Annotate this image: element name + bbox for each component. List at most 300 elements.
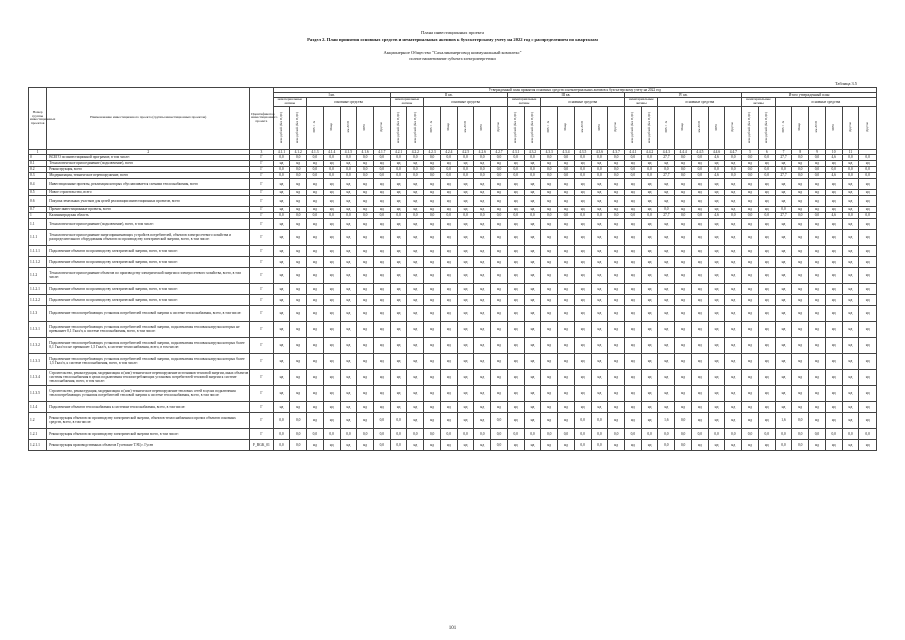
row-code: 1 bbox=[29, 212, 47, 218]
row-value: нд bbox=[440, 369, 457, 385]
row-value: нд bbox=[507, 369, 524, 385]
row-value: нд bbox=[809, 218, 826, 229]
table-row bbox=[29, 294, 877, 305]
row-value: нд bbox=[558, 245, 575, 256]
row-value: нд bbox=[775, 283, 792, 294]
row-value: 0,0 bbox=[440, 172, 457, 178]
row-value: нд bbox=[307, 206, 324, 212]
row-value: 0,0 bbox=[591, 428, 608, 439]
row-value: нд bbox=[424, 439, 441, 450]
row-identifier: Г bbox=[250, 229, 273, 245]
row-value: 0,0 bbox=[574, 166, 591, 172]
table-row bbox=[29, 178, 877, 189]
row-value: нд bbox=[574, 256, 591, 267]
row-value: нд bbox=[323, 321, 340, 337]
row-value: нд bbox=[290, 337, 307, 353]
row-value: нд bbox=[374, 256, 391, 267]
row-value: нд bbox=[524, 353, 541, 369]
row-value: 0,0 bbox=[524, 166, 541, 172]
row-value: нд bbox=[541, 353, 558, 369]
row-value: 0,0 bbox=[825, 166, 842, 172]
header-fixed-assets: основные средства bbox=[775, 98, 876, 107]
row-value: 0,0 bbox=[675, 172, 692, 178]
row-value: нд bbox=[558, 305, 575, 321]
row-code: 0.3 bbox=[29, 172, 47, 178]
row-value: 0,0 bbox=[658, 166, 675, 172]
row-value: нд bbox=[374, 195, 391, 206]
row-value: нд bbox=[474, 369, 491, 385]
row-value: нд bbox=[825, 178, 842, 189]
row-name: Подключение объектов теплоснабжения к системам теплоснабжения, всего, в том числе: bbox=[47, 401, 250, 412]
header-unit bbox=[491, 106, 508, 149]
row-name: Реконструкция производственных объектов Гусевские ТЭЦ г. Гусев bbox=[47, 439, 250, 450]
row-value: нд bbox=[859, 218, 877, 229]
row-value: 0,0 bbox=[725, 212, 742, 218]
row-value: нд bbox=[507, 283, 524, 294]
row-value: нд bbox=[307, 195, 324, 206]
row-value: нд bbox=[742, 412, 759, 428]
row-value: нд bbox=[474, 245, 491, 256]
column-number: 4.3.5 bbox=[574, 149, 591, 154]
row-name: Подключение объектов по производству электрической энергии, всего, в том числе: bbox=[47, 294, 250, 305]
row-value: нд bbox=[691, 160, 708, 166]
row-value: нд bbox=[390, 337, 407, 353]
row-value: нд bbox=[758, 305, 775, 321]
row-name: ВСЕГО по инвестиционной программе, в том числе: bbox=[47, 154, 250, 160]
row-value: нд bbox=[307, 353, 324, 369]
row-value: нд bbox=[825, 439, 842, 450]
row-value: нд bbox=[357, 369, 374, 385]
table-row bbox=[29, 353, 877, 369]
row-value: 4,6 bbox=[825, 154, 842, 160]
row-value: нд bbox=[558, 412, 575, 428]
row-value: нд bbox=[641, 218, 658, 229]
row-value: нд bbox=[641, 178, 658, 189]
row-value: нд bbox=[641, 195, 658, 206]
row-value: нд bbox=[641, 337, 658, 353]
row-value: нд bbox=[708, 218, 725, 229]
row-value: нд bbox=[307, 369, 324, 385]
column-number: 7 bbox=[775, 149, 792, 154]
row-value: нд bbox=[641, 160, 658, 166]
header-unit-text: Мвар bbox=[446, 123, 450, 131]
row-value: нд bbox=[608, 283, 625, 294]
row-value: нд bbox=[725, 206, 742, 212]
row-code: 1.1.2.2 bbox=[29, 294, 47, 305]
row-value: нд bbox=[524, 439, 541, 450]
row-value: нд bbox=[340, 337, 357, 353]
row-value: нд bbox=[825, 206, 842, 212]
plan-table bbox=[28, 87, 877, 451]
row-value: нд bbox=[491, 321, 508, 337]
column-number: 4.3.2 bbox=[524, 149, 541, 154]
row-name: Подключение объектов по производству электрической энергии, всего, в том числе: bbox=[47, 245, 250, 256]
row-code: 1.1.1 bbox=[29, 229, 47, 245]
row-value: 0,0 bbox=[507, 212, 524, 218]
row-value: нд bbox=[809, 267, 826, 283]
row-value: нд bbox=[608, 369, 625, 385]
row-value: нд bbox=[708, 267, 725, 283]
row-value: нд bbox=[357, 245, 374, 256]
row-value: нд bbox=[390, 305, 407, 321]
row-value: 0,0 bbox=[758, 172, 775, 178]
row-value: нд bbox=[524, 369, 541, 385]
header-approved-plan: Утвержденный план принятия основных средств и нематериальных активов к бухгалтерскому учету на 2022 год bbox=[273, 88, 876, 93]
row-value: нд bbox=[307, 256, 324, 267]
row-value: 27,7 bbox=[658, 172, 675, 178]
row-value: нд bbox=[290, 294, 307, 305]
row-value: нд bbox=[675, 206, 692, 212]
row-name: Технологическое присоединение (подключение), всего bbox=[47, 160, 250, 166]
row-value: 0,0 bbox=[842, 172, 859, 178]
row-value: нд bbox=[374, 337, 391, 353]
table-row bbox=[29, 337, 877, 353]
row-value: нд bbox=[708, 305, 725, 321]
row-value: нд bbox=[641, 385, 658, 401]
row-value: нд bbox=[675, 369, 692, 385]
row-value: нд bbox=[708, 178, 725, 189]
row-value: нд bbox=[524, 189, 541, 195]
row-value: нд bbox=[641, 283, 658, 294]
row-value: 0,0 bbox=[608, 166, 625, 172]
row-value: 0,0 bbox=[491, 154, 508, 160]
row-value: нд bbox=[440, 245, 457, 256]
row-value: нд bbox=[842, 206, 859, 212]
row-value: нд bbox=[457, 412, 474, 428]
row-value: нд bbox=[474, 412, 491, 428]
row-value: нд bbox=[708, 206, 725, 212]
row-value: 0,0 bbox=[507, 154, 524, 160]
row-value: нд bbox=[290, 385, 307, 401]
row-value: 0,0 bbox=[691, 154, 708, 160]
row-value: нд bbox=[541, 229, 558, 245]
row-value: нд bbox=[725, 401, 742, 412]
row-value: нд bbox=[691, 189, 708, 195]
row-value: нд bbox=[608, 229, 625, 245]
row-value: нд bbox=[323, 283, 340, 294]
row-value: нд bbox=[708, 229, 725, 245]
header-unit bbox=[742, 106, 759, 149]
row-value: 0,0 bbox=[273, 439, 290, 450]
row-value: нд bbox=[742, 245, 759, 256]
row-value: нд bbox=[457, 401, 474, 412]
row-identifier: Г bbox=[250, 337, 273, 353]
row-value: 0,0 bbox=[809, 166, 826, 172]
row-value: нд bbox=[457, 385, 474, 401]
row-value: нд bbox=[357, 412, 374, 428]
row-value: нд bbox=[641, 256, 658, 267]
row-value: нд bbox=[641, 245, 658, 256]
header-unit-text: км ЛЭП bbox=[697, 121, 702, 133]
row-value: нд bbox=[792, 245, 809, 256]
row-value: нд bbox=[809, 305, 826, 321]
row-value: нд bbox=[708, 160, 725, 166]
row-value: нд bbox=[457, 256, 474, 267]
row-value: нд bbox=[374, 178, 391, 189]
row-name: Покупка земельных участков для целей реализации инвестиционных проектов, всего bbox=[47, 195, 250, 206]
row-value: нд bbox=[725, 369, 742, 385]
row-value: нд bbox=[758, 189, 775, 195]
row-value: нд bbox=[625, 256, 642, 267]
row-value: нд bbox=[541, 267, 558, 283]
row-value: нд bbox=[340, 412, 357, 428]
row-value: нд bbox=[742, 267, 759, 283]
row-value: нд bbox=[842, 353, 859, 369]
row-value: нд bbox=[625, 283, 642, 294]
row-value: 27,7 bbox=[658, 154, 675, 160]
row-value: нд bbox=[491, 283, 508, 294]
row-value: 0,0 bbox=[390, 428, 407, 439]
row-code: 1.1 bbox=[29, 218, 47, 229]
row-value: 0,0 bbox=[407, 172, 424, 178]
row-name: Подключение теплопотребляющих установок потребителей тепловой энергии, подключаемая тепловая нагрузка которых не превышает 0,1 Гкал/ч, к системе теплоснабжения, всего, в том числе: bbox=[47, 321, 250, 337]
row-value: нд bbox=[323, 353, 340, 369]
column-number: 4.3.6 bbox=[591, 149, 608, 154]
row-value: нд bbox=[407, 369, 424, 385]
row-value: нд bbox=[273, 189, 290, 195]
row-value: нд bbox=[625, 294, 642, 305]
row-value: нд bbox=[407, 229, 424, 245]
header-unit-text: МВт bbox=[362, 123, 367, 131]
row-value: 0,0 bbox=[775, 206, 792, 212]
row-value: нд bbox=[407, 283, 424, 294]
row-value: нд bbox=[742, 218, 759, 229]
row-value: нд bbox=[658, 294, 675, 305]
row-value: нд bbox=[641, 401, 658, 412]
row-value: 0,0 bbox=[474, 154, 491, 160]
row-value: нд bbox=[675, 401, 692, 412]
row-name: Строительство, реконструкция, модернизация и (или) техническое перевооружение тепловых сетей в целях подключения теплопотребляющих установок потребителей тепловой энергии к системе теплоснабжения, всего, в том числе: bbox=[47, 385, 250, 401]
row-value: нд bbox=[792, 189, 809, 195]
row-value: 0,0 bbox=[474, 212, 491, 218]
row-value: нд bbox=[574, 337, 591, 353]
header-unit bbox=[708, 106, 725, 149]
row-value: 4,6 bbox=[708, 154, 725, 160]
row-value: нд bbox=[725, 294, 742, 305]
row-value: нд bbox=[691, 353, 708, 369]
row-value: нд bbox=[541, 256, 558, 267]
row-value: 0,0 bbox=[558, 154, 575, 160]
row-value: нд bbox=[859, 245, 877, 256]
row-value: нд bbox=[708, 283, 725, 294]
row-value: нд bbox=[440, 305, 457, 321]
row-value: нд bbox=[374, 321, 391, 337]
row-value: нд bbox=[558, 189, 575, 195]
header-unit bbox=[691, 106, 708, 149]
row-value: нд bbox=[474, 206, 491, 212]
header-quarter-5: Итого утвержденный план bbox=[742, 93, 877, 98]
row-value: 0,0 bbox=[491, 166, 508, 172]
row-value: нд bbox=[323, 178, 340, 189]
row-value: нд bbox=[407, 294, 424, 305]
row-value: 0,0 bbox=[323, 154, 340, 160]
table-row bbox=[29, 283, 877, 294]
row-value: нд bbox=[641, 229, 658, 245]
row-value: нд bbox=[859, 369, 877, 385]
header-intangible: нематериальные активы bbox=[390, 98, 423, 107]
header-unit bbox=[775, 106, 792, 149]
row-value: нд bbox=[675, 229, 692, 245]
row-value: нд bbox=[775, 160, 792, 166]
row-value: нд bbox=[390, 229, 407, 245]
table-row bbox=[29, 229, 877, 245]
header-unit bbox=[558, 106, 575, 149]
row-value: 0,0 bbox=[323, 212, 340, 218]
row-value: нд bbox=[725, 160, 742, 166]
row-value: нд bbox=[457, 337, 474, 353]
row-value: нд bbox=[825, 412, 842, 428]
row-value: нд bbox=[825, 245, 842, 256]
row-value: нд bbox=[390, 401, 407, 412]
row-value: нд bbox=[357, 178, 374, 189]
row-value: нд bbox=[675, 283, 692, 294]
row-value: нд bbox=[809, 189, 826, 195]
row-value: 0,0 bbox=[457, 212, 474, 218]
row-value: нд bbox=[340, 256, 357, 267]
row-value: нд bbox=[591, 206, 608, 212]
row-identifier: Г bbox=[250, 160, 273, 166]
row-value: нд bbox=[675, 294, 692, 305]
row-value: нд bbox=[625, 160, 642, 166]
row-value: нд bbox=[491, 160, 508, 166]
row-identifier: Г bbox=[250, 189, 273, 195]
row-value: нд bbox=[424, 195, 441, 206]
row-value: нд bbox=[541, 369, 558, 385]
row-value: нд bbox=[273, 160, 290, 166]
row-value: нд bbox=[658, 256, 675, 267]
column-number: 4.1.7 bbox=[374, 149, 391, 154]
row-value: нд bbox=[474, 267, 491, 283]
row-value: нд bbox=[792, 229, 809, 245]
row-code: 0 bbox=[29, 154, 47, 160]
row-value: нд bbox=[809, 401, 826, 412]
row-value: нд bbox=[658, 195, 675, 206]
row-value: 0,0 bbox=[574, 212, 591, 218]
row-value: 0,0 bbox=[558, 428, 575, 439]
table-row bbox=[29, 428, 877, 439]
row-value: нд bbox=[758, 256, 775, 267]
row-value: нд bbox=[641, 369, 658, 385]
row-identifier: Г bbox=[250, 166, 273, 172]
row-value: нд bbox=[424, 294, 441, 305]
row-value: 0,0 bbox=[725, 428, 742, 439]
header-unit-text: МВт bbox=[713, 123, 718, 131]
row-value: нд bbox=[775, 305, 792, 321]
row-value: нд bbox=[792, 369, 809, 385]
row-value: нд bbox=[859, 321, 877, 337]
row-value: 0,0 bbox=[491, 212, 508, 218]
row-value: нд bbox=[541, 294, 558, 305]
row-value: нд bbox=[758, 439, 775, 450]
row-value: нд bbox=[625, 178, 642, 189]
row-value: нд bbox=[558, 229, 575, 245]
row-value: нд bbox=[424, 401, 441, 412]
row-value: нд bbox=[708, 256, 725, 267]
row-value: нд bbox=[775, 337, 792, 353]
row-value: нд bbox=[625, 206, 642, 212]
row-value: 0,0 bbox=[859, 428, 877, 439]
row-value: 0,0 bbox=[708, 428, 725, 439]
column-number: 1 bbox=[29, 149, 47, 154]
row-value: нд bbox=[792, 160, 809, 166]
row-value: 0,0 bbox=[742, 166, 759, 172]
row-value: 0,0 bbox=[591, 212, 608, 218]
row-value: 0,0 bbox=[474, 166, 491, 172]
row-value: нд bbox=[625, 369, 642, 385]
header-unit-text: Мвар bbox=[328, 123, 333, 131]
row-value: нд bbox=[675, 195, 692, 206]
column-number: 6 bbox=[758, 149, 775, 154]
row-value: нд bbox=[340, 178, 357, 189]
row-value: 0,0 bbox=[625, 154, 642, 160]
row-value: нд bbox=[574, 178, 591, 189]
header-unit bbox=[658, 106, 675, 149]
row-value: нд bbox=[323, 294, 340, 305]
row-value: нд bbox=[474, 229, 491, 245]
header-unit bbox=[407, 106, 424, 149]
row-code: 1.1.4 bbox=[29, 401, 47, 412]
row-value: нд bbox=[608, 218, 625, 229]
row-value: нд bbox=[809, 412, 826, 428]
header-unit bbox=[725, 106, 742, 149]
column-number: 3 bbox=[250, 149, 273, 154]
row-value: нд bbox=[541, 321, 558, 337]
row-value: нд bbox=[541, 401, 558, 412]
row-identifier: Г bbox=[250, 245, 273, 256]
row-value: нд bbox=[574, 305, 591, 321]
row-value: нд bbox=[424, 218, 441, 229]
row-value: нд bbox=[809, 245, 826, 256]
row-value: 0,0 bbox=[340, 212, 357, 218]
row-value: нд bbox=[641, 321, 658, 337]
row-identifier: Г bbox=[250, 385, 273, 401]
row-value: нд bbox=[457, 267, 474, 283]
row-value: нд bbox=[307, 267, 324, 283]
row-value: 0,0 bbox=[307, 166, 324, 172]
row-value: нд bbox=[742, 401, 759, 412]
row-value: нд bbox=[290, 229, 307, 245]
row-value: 0,0 bbox=[541, 428, 558, 439]
row-value: нд bbox=[541, 305, 558, 321]
row-value: нд bbox=[357, 283, 374, 294]
row-value: нд bbox=[390, 321, 407, 337]
row-value: нд bbox=[340, 439, 357, 450]
row-value: нд bbox=[524, 401, 541, 412]
row-value: нд bbox=[641, 305, 658, 321]
row-name: Технологическое присоединение объектов по производству электрической энергии и электросетевого хозяйства, всего, в том числе: bbox=[47, 267, 250, 283]
row-value: 0,0 bbox=[574, 412, 591, 428]
row-value: нд bbox=[758, 369, 775, 385]
row-value: 0,0 bbox=[357, 154, 374, 160]
row-value: нд bbox=[273, 195, 290, 206]
row-value: нд bbox=[658, 189, 675, 195]
row-value: 0,0 bbox=[625, 166, 642, 172]
row-value: нд bbox=[357, 385, 374, 401]
row-value: нд bbox=[558, 401, 575, 412]
row-value: нд bbox=[608, 439, 625, 450]
header-unit bbox=[591, 106, 608, 149]
row-value: нд bbox=[541, 337, 558, 353]
row-value: нд bbox=[758, 178, 775, 189]
row-value: нд bbox=[825, 267, 842, 283]
row-value: 0,0 bbox=[842, 428, 859, 439]
row-value: нд bbox=[742, 305, 759, 321]
row-value: нд bbox=[691, 229, 708, 245]
header-unit-text: Другое bbox=[730, 122, 735, 133]
row-value: нд bbox=[340, 245, 357, 256]
row-value: нд bbox=[574, 283, 591, 294]
row-value: нд bbox=[323, 256, 340, 267]
